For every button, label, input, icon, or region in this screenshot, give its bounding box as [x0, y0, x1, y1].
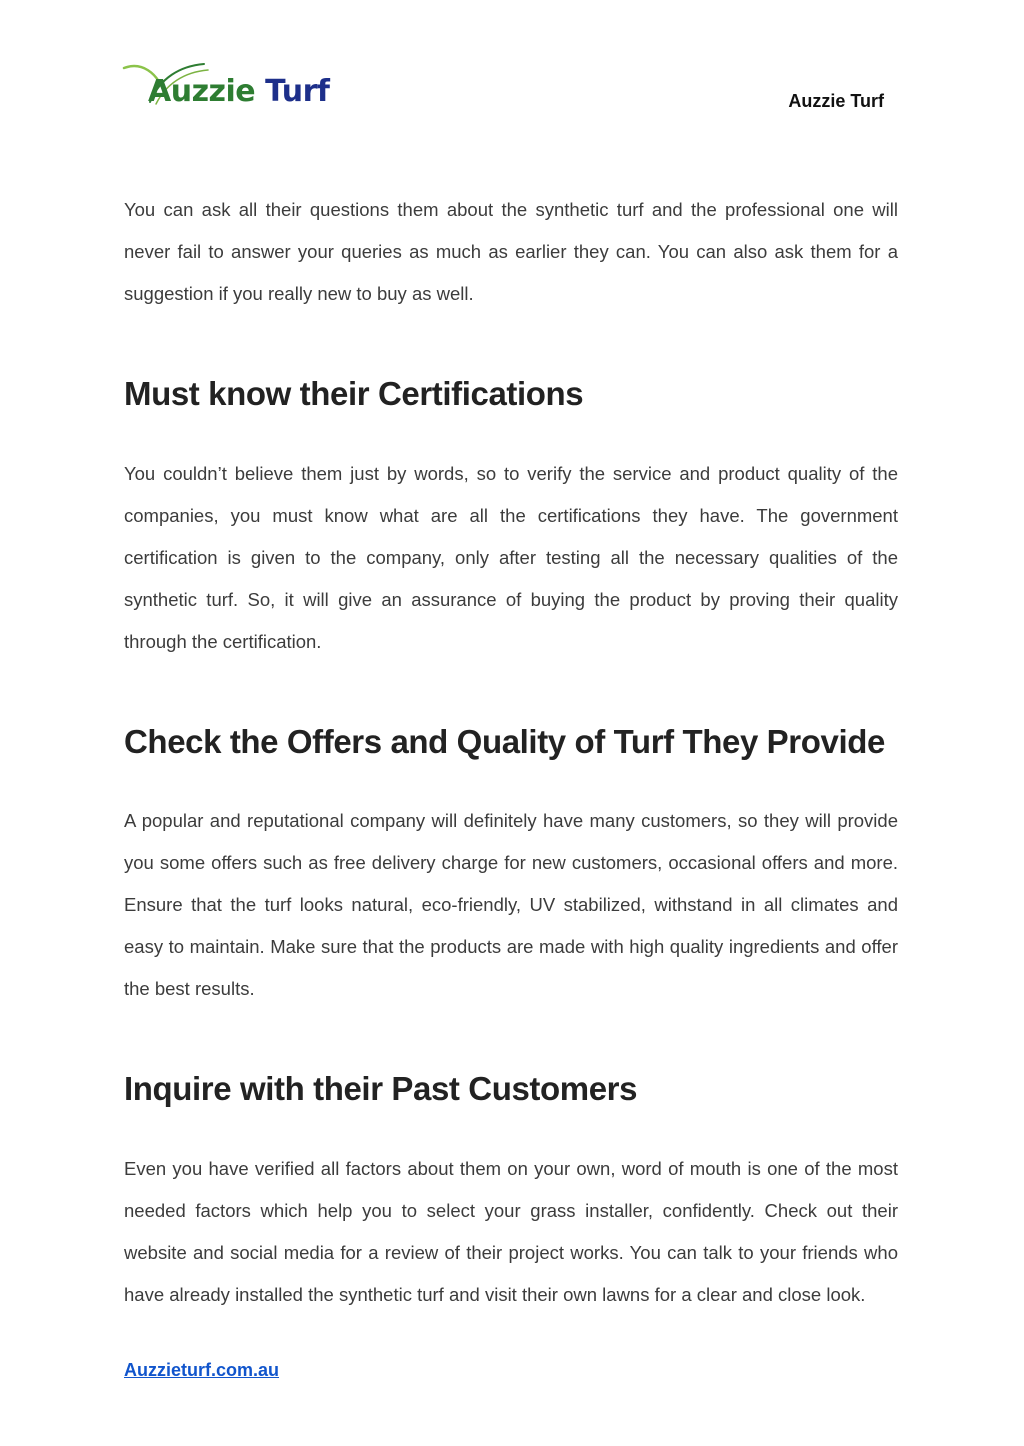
logo-word-turf: Turf: [265, 74, 330, 109]
logo-wordmark: [148, 74, 329, 110]
auzzie-turf-logo[interactable]: [120, 58, 330, 118]
section-text-offers-quality: A popular and reputational company will definitely have many customers, so they will provide you some offers such as free delivery charge for new customers, occasional offers and more. Ensure that the turf looks natural, eco-friendly, UV stabilized, withstand in all climates and easy to maintain. Make sure that the products are made with high quality ingredients and offer the best results.: [124, 810, 898, 999]
header-site-name: Auzzie Turf: [788, 91, 884, 111]
section-heading-past-customers: Inquire with their Past Customers: [124, 1070, 638, 1107]
intro-paragraph: You can ask all their questions them about the synthetic turf and the professional one will never fail to answer your queries as much as earlier they can. You can also ask them for a suggestion if you really new to buy as well.: [124, 199, 898, 304]
article-body: [124, 189, 898, 1316]
page-header: [0, 0, 1024, 140]
section-heading-offers-quality: [124, 712, 898, 771]
footer-website-link[interactable]: Auzzieturf.com.au: [124, 1360, 280, 1380]
section-heading-certifications: Must know their Certifications: [124, 375, 584, 412]
logo-word-auzzie: Auzzie: [148, 74, 256, 109]
section-heading-offers-quality-text: Check the Offers and Quality of Turf They Provide: [124, 723, 885, 760]
section-text-certifications: You couldn’t believe them just by words, so to verify the service and product quality of the companies, you must know what are all the certifications they have. The government certification is given to the company, only after testing all the necessary qualities of the synthetic turf. So, it will give an assurance of buying the product by proving their quality through the certification.: [124, 463, 898, 652]
section-text-past-customers: Even you have verified all factors about them on your own, word of mouth is one of the most needed factors which help you to select your grass installer, confidently. Check out their website and social media for a review of their project works. You can talk to your friends who have already installed the synthetic turf and visit their own lawns for a clear and close look.: [124, 1158, 898, 1305]
